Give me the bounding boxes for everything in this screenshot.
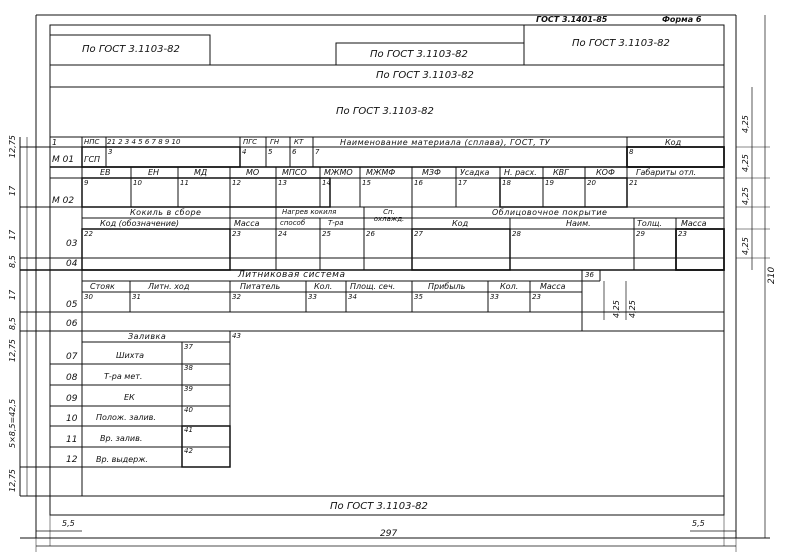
- dim-4-25-r1: 4,25: [741, 115, 750, 133]
- field-num-19: 19: [545, 179, 554, 187]
- kokil-header: Кокиль в сборе: [130, 208, 202, 217]
- md-label: МД: [194, 168, 208, 177]
- massa-header: Масса: [234, 219, 260, 228]
- dim-8-5-b: 8,5: [8, 317, 17, 330]
- zalivka-item-num: 38: [184, 364, 193, 372]
- field-num-17: 17: [458, 179, 467, 187]
- zalivka-item-num: 37: [184, 343, 193, 351]
- dim-4-25-r2: 4,25: [741, 154, 750, 172]
- litnik-header: Литниковая система: [238, 270, 346, 280]
- row-04-label: 04: [66, 259, 78, 269]
- dim-5-5-left: 5,5: [62, 519, 75, 528]
- sposob-header: способ: [280, 219, 306, 227]
- field-num-11: 11: [180, 179, 189, 187]
- kod-obozn-header: Код (обозначение): [100, 219, 179, 228]
- kof-label: КОФ: [596, 168, 615, 177]
- row-07-label: 07: [66, 352, 78, 362]
- gsp-label: ГСП: [84, 155, 101, 164]
- kol-header-2: Кол.: [500, 282, 519, 291]
- row-11-label: 11: [66, 435, 78, 445]
- gost-header: ГОСТ 3.1401-85: [536, 15, 608, 24]
- field-num-31: 31: [132, 293, 141, 301]
- row-03-label: 03: [66, 239, 78, 249]
- nagrev-header: Нагрев кокиля: [282, 208, 337, 216]
- digits-header: 21 2 3 4 5 6 7 8 9 10: [107, 138, 181, 146]
- field-num-7: 7: [315, 148, 320, 156]
- field-num-24: 24: [278, 230, 287, 238]
- oblic-header: Облицовочное покрытие: [492, 208, 608, 217]
- row-10-label: 10: [66, 414, 78, 424]
- kt-header: КТ: [294, 138, 304, 146]
- kvg-label: КВГ: [553, 168, 569, 177]
- forma-label: Форма 6: [662, 15, 702, 24]
- mo-label: МО: [246, 168, 260, 177]
- row-02-label: М 02: [52, 196, 75, 206]
- stoyak-header: Стояк: [90, 282, 115, 291]
- field-num-14: 14: [322, 179, 331, 187]
- mzf-label: МЗФ: [422, 168, 441, 177]
- dim-5-5-right: 5,5: [692, 519, 705, 528]
- dim-4-25-b: 4,25: [628, 300, 637, 318]
- dim-12-75-bot: 12,75: [8, 469, 17, 492]
- zalivka-item-num: 42: [184, 447, 193, 455]
- field-num-33b: 33: [490, 293, 499, 301]
- dim-4-25-r4: 4,25: [741, 237, 750, 255]
- field-num-5: 5: [268, 148, 273, 156]
- field-num-23b: 23: [678, 230, 687, 238]
- field-num-30: 30: [84, 293, 93, 301]
- tra-header: Т-ра: [328, 219, 344, 227]
- gn-header: ГН: [270, 138, 280, 146]
- mpso-label: МПСО: [282, 168, 307, 177]
- field-num-20: 20: [587, 179, 596, 187]
- sp-ohlazhd-header: Сп. охлажд.: [373, 208, 405, 223]
- field-num-43: 43: [232, 332, 241, 340]
- ref-box-3: По ГОСТ 3.1103-82: [572, 38, 670, 49]
- ev-label: ЕВ: [100, 168, 111, 177]
- field-num-25: 25: [322, 230, 331, 238]
- field-num-10: 10: [133, 179, 142, 187]
- zalivka-item-label: Т-ра мет.: [104, 372, 143, 381]
- litn-hod-header: Литн. ход: [148, 282, 190, 291]
- mzhmo-label: МЖМО: [324, 168, 353, 177]
- en-label: ЕН: [148, 168, 160, 177]
- field-num-15: 15: [362, 179, 371, 187]
- field-num-16: 16: [414, 179, 423, 187]
- dim-12-75-mid: 12,75: [8, 339, 17, 362]
- dim-4-25-r3: 4,25: [741, 187, 750, 205]
- dim-210: 210: [767, 266, 777, 284]
- field-num-29: 29: [636, 230, 645, 238]
- row-05-label: 05: [66, 300, 78, 310]
- ref-line-5: По ГОСТ 3.1103-82: [336, 106, 434, 117]
- n-rash-label: Н. расх.: [504, 168, 537, 177]
- dim-17-c: 17: [8, 289, 17, 300]
- tolsh-header: Толщ.: [637, 219, 662, 228]
- kod-header-2: Код: [452, 219, 469, 228]
- mzhmf-label: МЖМФ: [366, 168, 396, 177]
- field-num-23c: 23: [532, 293, 541, 301]
- field-num-23a: 23: [232, 230, 241, 238]
- field-num-34: 34: [348, 293, 357, 301]
- zalivka-item-num: 40: [184, 406, 193, 414]
- field-num-35: 35: [414, 293, 423, 301]
- dim-4-25-a: 4,25: [612, 300, 621, 318]
- field-num-33a: 33: [308, 293, 317, 301]
- usadka-label: Усадка: [460, 168, 490, 177]
- zalivka-header: Заливка: [128, 332, 167, 341]
- nps-header: НПС: [84, 138, 100, 146]
- zalivka-item-label: Вр. выдерж.: [96, 455, 148, 464]
- naim-header: Наим.: [566, 219, 591, 228]
- field-num-36: 36: [585, 271, 594, 279]
- kol-header: Кол.: [314, 282, 333, 291]
- field-num-28: 28: [512, 230, 521, 238]
- massa-header-2: Масса: [681, 219, 707, 228]
- ref-box-2: По ГОСТ 3.1103-82: [370, 49, 468, 60]
- field-num-9: 9: [84, 179, 89, 187]
- dim-8-5-a: 8,5: [8, 255, 17, 268]
- field-num-26: 26: [366, 230, 375, 238]
- field-num-13: 13: [278, 179, 287, 187]
- zalivka-item-label: Вр. залив.: [100, 434, 143, 443]
- field-num-22: 22: [84, 230, 93, 238]
- dim-5x8-5: 5×8,5=42,5: [8, 398, 17, 448]
- row-08-label: 08: [66, 373, 78, 383]
- ref-line-4: По ГОСТ 3.1103-82: [376, 70, 474, 81]
- field-num-32: 32: [232, 293, 241, 301]
- field-num-3: 3: [108, 148, 113, 156]
- zalivka-item-label: Шихта: [116, 351, 145, 360]
- field-num-4: 4: [242, 148, 247, 156]
- gabarity-label: Габариты отл.: [636, 168, 697, 177]
- row-12-label: 12: [66, 455, 78, 465]
- massa-header-3: Масса: [540, 282, 566, 291]
- row-01-label: М 01: [52, 155, 75, 165]
- row-06-label: 06: [66, 319, 78, 329]
- dim-297: 297: [380, 529, 398, 539]
- field-num-21: 21: [629, 179, 638, 187]
- zalivka-item-num: 39: [184, 385, 193, 393]
- zalivka-item-num: 41: [184, 426, 193, 434]
- field-num-27: 27: [414, 230, 423, 238]
- dim-17-a: 17: [8, 185, 17, 196]
- field-num-6: 6: [292, 148, 297, 156]
- pribyl-header: Прибыль: [428, 282, 466, 291]
- zalivka-item-label: Полож. залив.: [96, 413, 156, 422]
- ref-bottom: По ГОСТ 3.1103-82: [330, 501, 428, 512]
- pitatel-header: Питатель: [240, 282, 281, 291]
- ref-box-1: По ГОСТ 3.1103-82: [82, 44, 180, 55]
- field-num-18: 18: [502, 179, 511, 187]
- field-num-8: 8: [629, 148, 634, 156]
- kod-header: Код: [665, 138, 682, 147]
- row-1-label: 1: [52, 138, 58, 147]
- dim-12-75-top: 12,75: [8, 135, 17, 158]
- field-num-12: 12: [232, 179, 241, 187]
- pgs-header: ПГС: [243, 138, 258, 146]
- dim-17-b: 17: [8, 229, 17, 240]
- row-09-label: 09: [66, 394, 78, 404]
- material-header: Наименование материала (сплава), ГОСТ, ТУ: [340, 138, 551, 147]
- zalivka-item-label: ЕК: [124, 393, 135, 402]
- plosh-header: Площ. сеч.: [350, 282, 396, 291]
